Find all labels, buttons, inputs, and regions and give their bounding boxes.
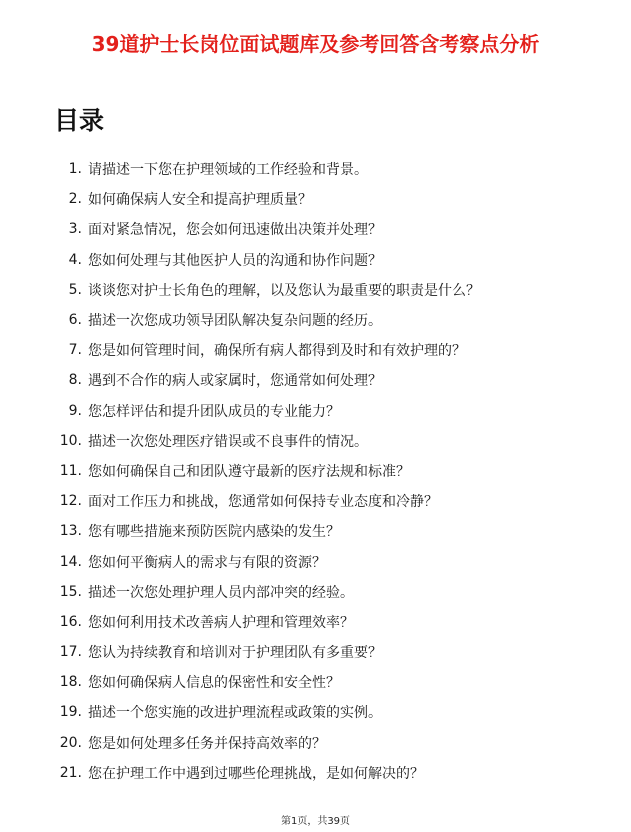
toc-item[interactable] [54, 546, 594, 576]
toc-item-text: 您如何确保自己和团队遵守最新的医疗法规和标准？ [88, 463, 410, 480]
page-footer: 第1页，共39页 [280, 816, 351, 827]
toc-item[interactable] [54, 335, 594, 365]
toc-item-text: 面对紧急情况，您会如何迅速做出决策并处理？ [88, 222, 382, 239]
toc-item[interactable] [54, 486, 594, 516]
toc-item[interactable] [54, 516, 594, 546]
toc-item-number: 21. [59, 764, 82, 781]
toc-item-text: 您是如何管理时间，确保所有病人都得到及时和有效护理的？ [88, 343, 466, 360]
toc-item[interactable] [54, 426, 594, 456]
toc-item-text: 描述一次您处理医疗错误或不良事件的情况。 [88, 433, 368, 450]
toc-item-text: 面对工作压力和挑战，您通常如何保持专业态度和冷静？ [88, 494, 438, 511]
toc-item-number: 17. [59, 644, 82, 661]
toc-item[interactable] [54, 214, 594, 244]
toc-item[interactable] [54, 697, 594, 727]
toc-item-text: 您如何处理与其他医护人员的沟通和协作问题？ [88, 252, 382, 269]
toc-item-number: 6. [68, 312, 82, 329]
toc-item-text: 描述一次您成功领导团队解决复杂问题的经历。 [88, 313, 382, 330]
toc-item[interactable] [54, 184, 594, 214]
toc-item-number: 2. [68, 191, 82, 208]
toc-item-text: 您在护理工作中遇到过哪些伦理挑战，是如何解决的？ [88, 765, 424, 782]
toc-item[interactable] [54, 637, 594, 667]
toc-item-number: 13. [59, 523, 82, 540]
toc-item-number: 18. [59, 674, 82, 691]
toc-item[interactable] [54, 577, 594, 607]
toc-item-text: 如何确保病人安全和提高护理质量？ [88, 192, 312, 209]
toc-item-number: 12. [59, 493, 82, 510]
toc-item-number: 16. [59, 613, 82, 630]
toc-item-text: 谈谈您对护士长角色的理解，以及您认为最重要的职责是什么？ [88, 282, 480, 299]
toc-item-number: 19. [59, 704, 82, 721]
toc-item-text: 描述一个您实施的改进护理流程或政策的实例。 [88, 705, 382, 722]
toc-item[interactable] [54, 396, 594, 426]
toc-item-number: 3. [68, 221, 82, 238]
toc-item-text: 请描述一下您在护理领域的工作经验和背景。 [88, 162, 368, 179]
toc-item[interactable] [54, 245, 594, 275]
toc-item-text: 您如何平衡病人的需求与有限的资源？ [88, 554, 326, 571]
toc-item[interactable] [54, 275, 594, 305]
toc-item-number: 14. [59, 553, 82, 570]
document-title: 39道护士长岗位面试题库及参考回答含考察点分析 [91, 32, 540, 56]
toc-item-text: 描述一次您处理护理人员内部冲突的经验。 [88, 584, 354, 601]
toc-item-number: 4. [68, 251, 82, 268]
toc-list [54, 154, 594, 788]
toc-item-number: 1. [68, 161, 82, 178]
toc-item-text: 您怎样评估和提升团队成员的专业能力？ [88, 403, 340, 420]
toc-item-text: 您是如何处理多任务并保持高效率的？ [88, 735, 326, 752]
toc-item-number: 11. [59, 462, 82, 479]
toc-item[interactable] [54, 365, 594, 395]
toc-item-number: 9. [68, 402, 82, 419]
toc-item-text: 您有哪些措施来预防医院内感染的发生？ [88, 524, 340, 541]
toc-item-number: 5. [68, 281, 82, 298]
toc-heading: 目录 [54, 106, 105, 135]
toc-item-text: 您如何确保病人信息的保密性和安全性？ [88, 675, 340, 692]
toc-item-number: 8. [68, 372, 82, 389]
toc-item[interactable] [54, 667, 594, 697]
toc-item-text: 您如何利用技术改善病人护理和管理效率？ [88, 614, 354, 631]
toc-item[interactable] [54, 154, 594, 184]
toc-item[interactable] [54, 728, 594, 758]
toc-item-number: 10. [59, 432, 82, 449]
toc-item-text: 您认为持续教育和培训对于护理团队有多重要？ [88, 645, 382, 662]
toc-item[interactable] [54, 456, 594, 486]
toc-item-number: 7. [68, 342, 82, 359]
toc-item-text: 遇到不合作的病人或家属时，您通常如何处理？ [88, 373, 382, 390]
toc-item[interactable] [54, 607, 594, 637]
toc-item-number: 15. [59, 583, 82, 600]
toc-item-number: 20. [59, 734, 82, 751]
toc-item[interactable] [54, 305, 594, 335]
toc-item[interactable] [54, 758, 594, 788]
